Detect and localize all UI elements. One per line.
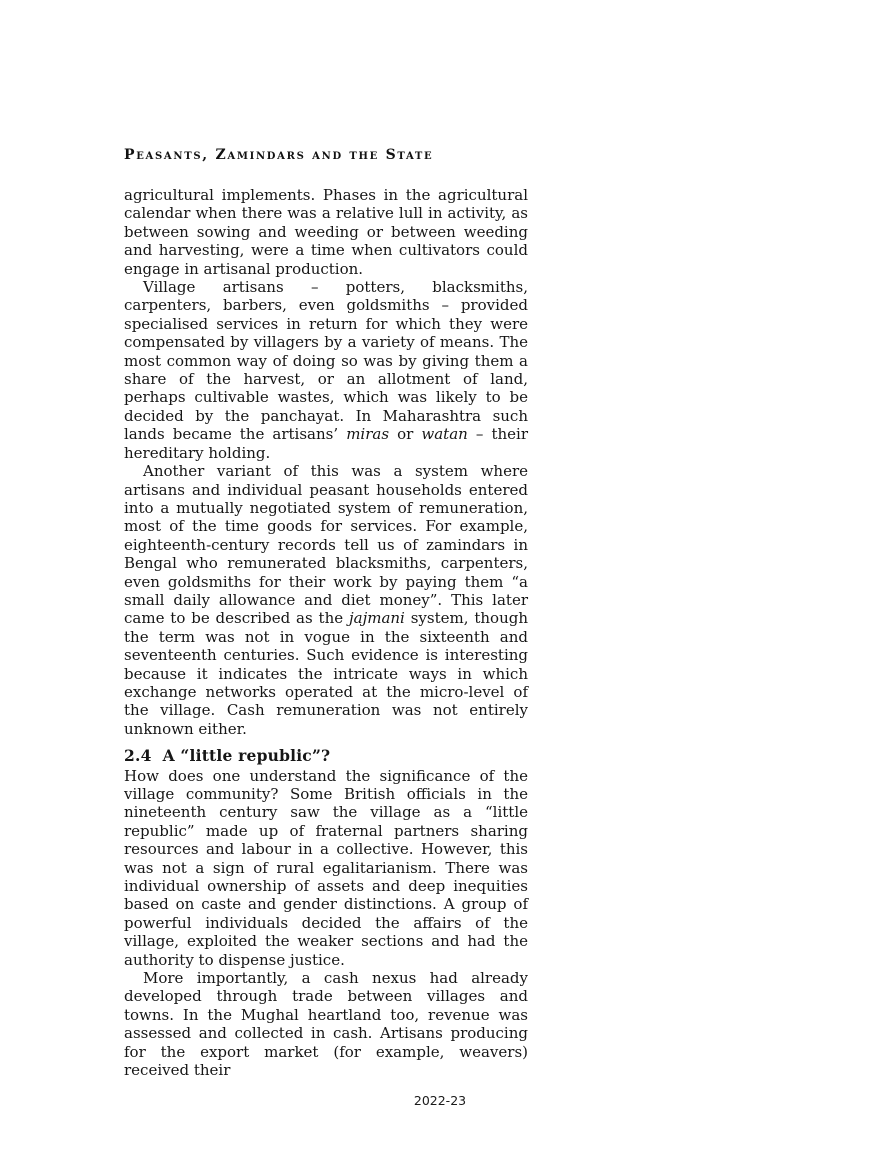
paragraph-village-artisans: Village artisans – potters, blacksmiths, carpenters, barbers, even goldsmiths – provided specialised services in return for which they were compensated by villagers by a variety of means. The most common way of doing so was by giving them a share of the harvest, or an allotment of land, perhaps cultivable wastes, which was likely to be decided by the panchayat. In Maharashtra such lands became the artisans’ miras or watan – their hereditary holding.	[124, 278, 528, 462]
section-number: 2.4	[124, 746, 152, 766]
paragraph-another-variant: Another variant of this was a system where artisans and individual peasant households entered into a mutually negotiated system of remuneration, most of the time goods for services. For example, eighteenth-century records tell us of zamindars in Bengal who remunerated blacksmiths, carpenters, even goldsmiths for their work by paying them “a small daily allowance and diet money”. This later came to be described as the jajmani system, though the term was not in vogue in the sixteenth and seventeenth centuries. Such evidence is interesting because it indicates the intricate ways in which exchange networks operated at the micro-level of the village. Cash remuneration was not entirely unknown either.	[124, 462, 528, 738]
section-title: A “little republic”?	[162, 746, 331, 766]
body-text-column	[124, 186, 528, 1080]
paragraph-little-republic: How does one understand the significance of the village community? Some British officials in the nineteenth century saw the village as a “little republic” made up of fraternal partners sharing resources and labour in a collective. However, this was not a sign of rural egalitarianism. There was individual ownership of assets and deep inequities based on caste and gender distinctions. A group of powerful individuals decided the affairs of the village, exploited the weaker sections and had the authority to dispense justice.	[124, 766, 528, 969]
paragraph-continuation: agricultural implements. Phases in the agricultural calendar when there was a relative lull in activity, as between sowing and weeding or between weeding and harvesting, were a time when cultivators could engage in artisanal production.	[124, 186, 528, 278]
section-heading	[124, 747, 528, 765]
running-header: Peasants, Zamindars and the State	[124, 147, 434, 163]
edition-footer: 2022-23	[413, 1093, 467, 1108]
paragraph-cash-nexus: More importantly, a cash nexus had already developed through trade between villages and towns. In the Mughal heartland too, revenue was assessed and collected in cash. Artisans producing for the export market (for example, weavers) received their	[124, 969, 528, 1080]
